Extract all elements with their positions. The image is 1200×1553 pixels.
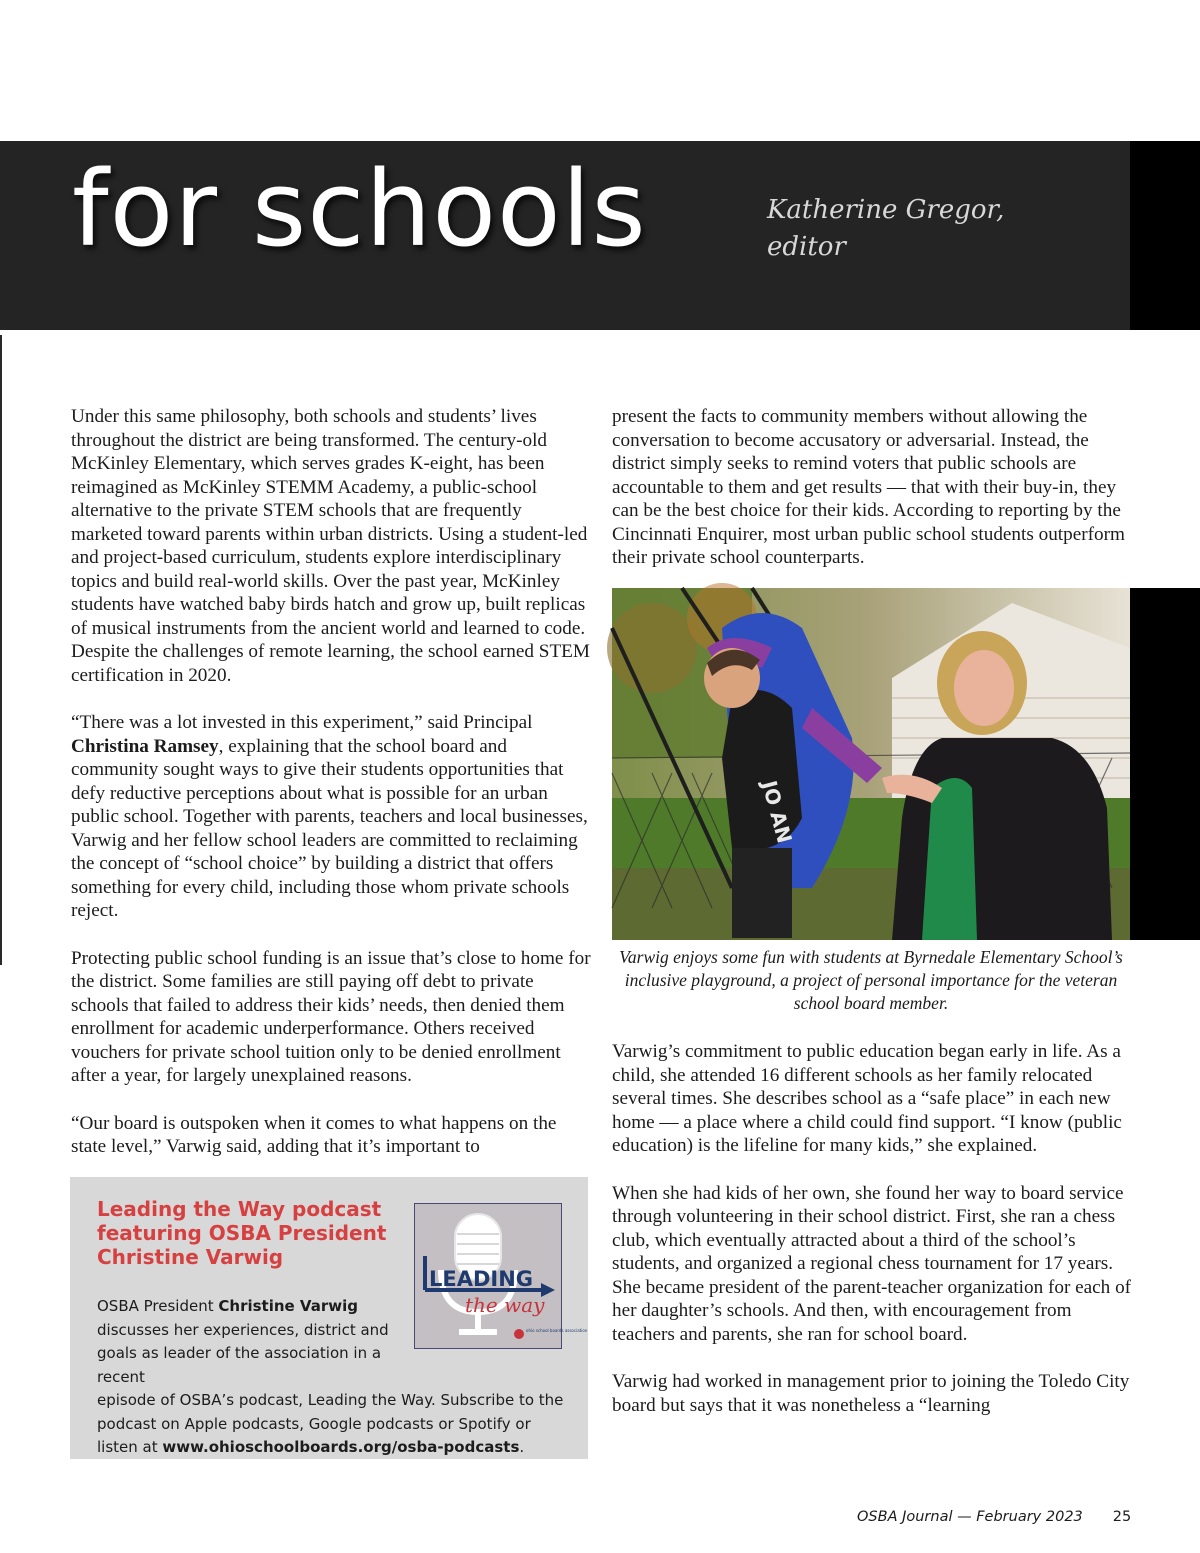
header-edge-tab <box>1130 141 1200 330</box>
sidebar-title: Leading the Way podcast featuring OSBA President Christine Varwig <box>97 1197 387 1269</box>
right-column-bottom <box>612 1040 1132 1441</box>
paragraph: “Our board is outspoken when it comes to what happens on the state level,” Varwig said, adding that it’s important to <box>71 1112 557 1157</box>
paragraph: Under this same philosophy, both schools and students’ lives throughout the district are being transformed. The century-old McKinley Elementary, which serves grades K-eight, has been reimagined as McKinley STEMM Academy, a public-school alternative to the private STEM schools that are frequently marketed toward parents within urban districts. Using a student-led and project-based curriculum, students explore interdisciplinary topics and build real-world skills. Over the past year, McKinley students have watched baby birds hatch and grow up, built replicas of musical instruments from the ancient world and learned to code. Despite the challenges of remote learning, the school earned STEM certification in 2020. <box>71 406 590 686</box>
logo-small-text: ohio school boards association <box>526 1328 588 1333</box>
right-column-top <box>612 405 1132 594</box>
photo-caption: Varwig enjoys some fun with students at Byrnedale Elementary School’s inclusive playground, a project of personal importance for the veteran school board member. <box>619 947 1123 1013</box>
sidebar-body: OSBA President Christine Varwig discusses her experiences, district and goals as leader of the association in a recent episode of OSBA’s podcast, Leading the Way. Subscribe to the podcast on Apple podcasts, Google podcasts or Spotify or listen at www.ohioschoolboards.org/osba-podcasts. <box>97 1297 564 1456</box>
person-name: Christina Ramsey <box>71 735 219 757</box>
byline <box>767 192 1004 266</box>
paragraph: When she had kids of her own, she found her way to board service through volunteering in their school district. First, she ran a chess club, which eventually attracted about a third of the school’s students, and organized a regional chess tournament for 17 years. She became president of the parent-teacher organization for each of her daughter’s schools. And then, with encouragement from teachers and parents, she ran for school board. <box>612 1182 1132 1345</box>
paragraph: Varwig had worked in management prior to joining the Toledo City board but says that it was nonetheless a “learning <box>612 1371 1130 1416</box>
left-column <box>71 405 591 1183</box>
paragraph: present the facts to community members without allowing the conversation to become accusatory or adversarial. Instead, the district simply seeks to remind voters that public schools are accountable to them and get results — that with their buy-in, they can be the best choice for their kids. According to reporting by the Cincinnati Enquirer, most urban public school students outperform their private school counterparts. <box>612 406 1125 568</box>
side-edge-tab <box>1130 588 1200 940</box>
paragraph: “There was a lot invested in this experiment,” said Principal Christina Ramsey, explaining that the school board and community sought ways to give their students opportunities that defy reductive perceptions about what is possible for an urban public school. Together with parents, teachers and local businesses, Varwig and her fellow school leaders are committed to reclaiming the concept of “school choice” by building a district that offers something for every child, including those whom private schools reject. <box>71 712 588 921</box>
publication-name: OSBA Journal — February 2023 <box>857 1509 1083 1525</box>
byline-name: Katherine Gregor, <box>767 195 1005 225</box>
page-footer <box>857 1509 1131 1525</box>
logo-word-theway: the way <box>465 1293 545 1317</box>
paragraph: Varwig’s commitment to public education began early in life. As a child, she attended 16 different schools as her family relocated several times. She describes school as a “safe place” in each new home — a place where a child could find support. “I know (public education) is the lifeline for many kids,” she explained. <box>612 1041 1122 1156</box>
podcast-link[interactable]: www.ohioschoolboards.org/osba-podcasts <box>162 1438 520 1456</box>
page-number: 25 <box>1112 1509 1132 1525</box>
left-margin-rule <box>0 335 2 965</box>
shirt-lettering: JO AN <box>757 778 797 846</box>
playground-photo <box>612 588 1130 940</box>
paragraph: Protecting public school funding is an issue that’s close to home for the district. Some families are still paying off debt to private schools that failed to address their kids’ needs, then denied them enrollment for academic underperformance. Others received vouchers for private school tuition only to be denied enrollment after a year, for largely unexplained reasons. <box>71 947 591 1086</box>
byline-role: editor <box>767 231 846 262</box>
photo-illustration <box>612 588 1130 940</box>
logo-word-leading: LEADING <box>429 1267 534 1291</box>
podcast-sidebar <box>70 1177 588 1459</box>
page-title: for schools <box>72 148 647 270</box>
person-name: Christine Varwig <box>218 1297 358 1315</box>
